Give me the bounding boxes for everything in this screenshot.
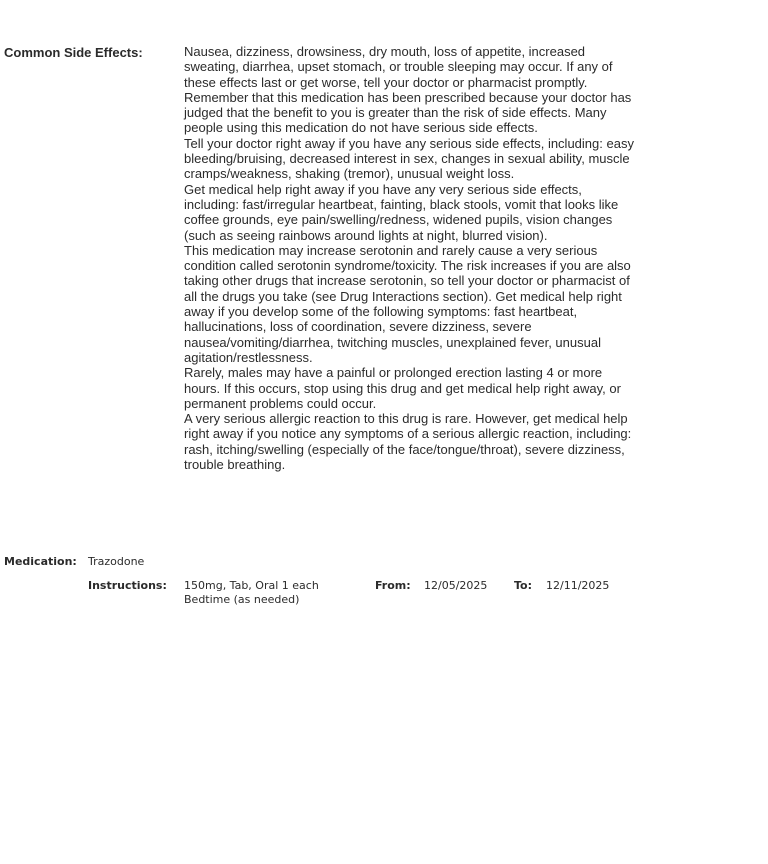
from-label: From: (375, 579, 411, 592)
side-effects-paragraph: Rarely, males may have a painful or prolonged erection lasting 4 or more hours. If this occurs, stop using this drug and get medical help right away, or permanent problems could occur. (184, 365, 621, 411)
side-effects-paragraph: This medication may increase serotonin and rarely cause a very serious condition called serotonin syndrome/toxicity. The risk increases if you are also taking other drugs that increase serotonin, so tell your doctor or pharmacist of all the drugs you take (see Drug Interactions section). Get medical help right away if you develop some of the following symptoms: fast heartbeat, hallucinations, loss of coordination, severe dizziness, severe nausea/vomiting/diarrhea, twitching muscles, unexplained fever, unusual agitation/restlessness. (184, 242, 631, 365)
side-effects-paragraph: A very serious allergic reaction to this drug is rare. However, get medical help right away if you notice any symptoms of a serious allergic reaction, including: rash, itching/swelling (especially of the face/tongue/throat), severe dizziness, trouble breathing. (184, 411, 632, 473)
side-effects-label: Common Side Effects: (4, 45, 143, 60)
from-date-value: 12/05/2025 (424, 579, 488, 592)
instructions-dose-line: 150mg, Tab, Oral 1 each (184, 579, 319, 592)
to-label: To: (514, 579, 532, 592)
medication-value: Trazodone (88, 555, 145, 568)
medication-label: Medication: (4, 555, 77, 568)
side-effects-text (184, 44, 636, 472)
instructions-label: Instructions: (88, 579, 167, 592)
side-effects-paragraph: Tell your doctor right away if you have any serious side effects, including: easy bleeding/bruising, decreased interest in sex, changes in sexual ability, muscle cramps/weakness, shaking (tremor), unusual weight loss. (184, 135, 634, 182)
side-effects-paragraph: Remember that this medication has been prescribed because your doctor has judged that the benefit to you is greater than the risk of side effects. Many people using this medication do not have serious side effects. (184, 89, 632, 136)
to-date-value: 12/11/2025 (546, 579, 610, 592)
side-effects-paragraph: Get medical help right away if you have any very serious side effects, including: fast/irregular heartbeat, fainting, black stools, vomit that looks like coffee grounds, eye pain/swelling/redness, widened pupils, vision changes (such as seeing rainbows around lights at night, blurred vision). (184, 181, 619, 243)
instructions-schedule-line: Bedtime (as needed) (184, 593, 300, 606)
side-effects-paragraph: Nausea, dizziness, drowsiness, dry mouth, loss of appetite, increased sweating, diarrhea, upset stomach, or trouble sleeping may occur. If any of these effects last or get worse, tell your doctor or pharmacist promptly. (184, 44, 613, 90)
instructions-value (184, 579, 369, 607)
